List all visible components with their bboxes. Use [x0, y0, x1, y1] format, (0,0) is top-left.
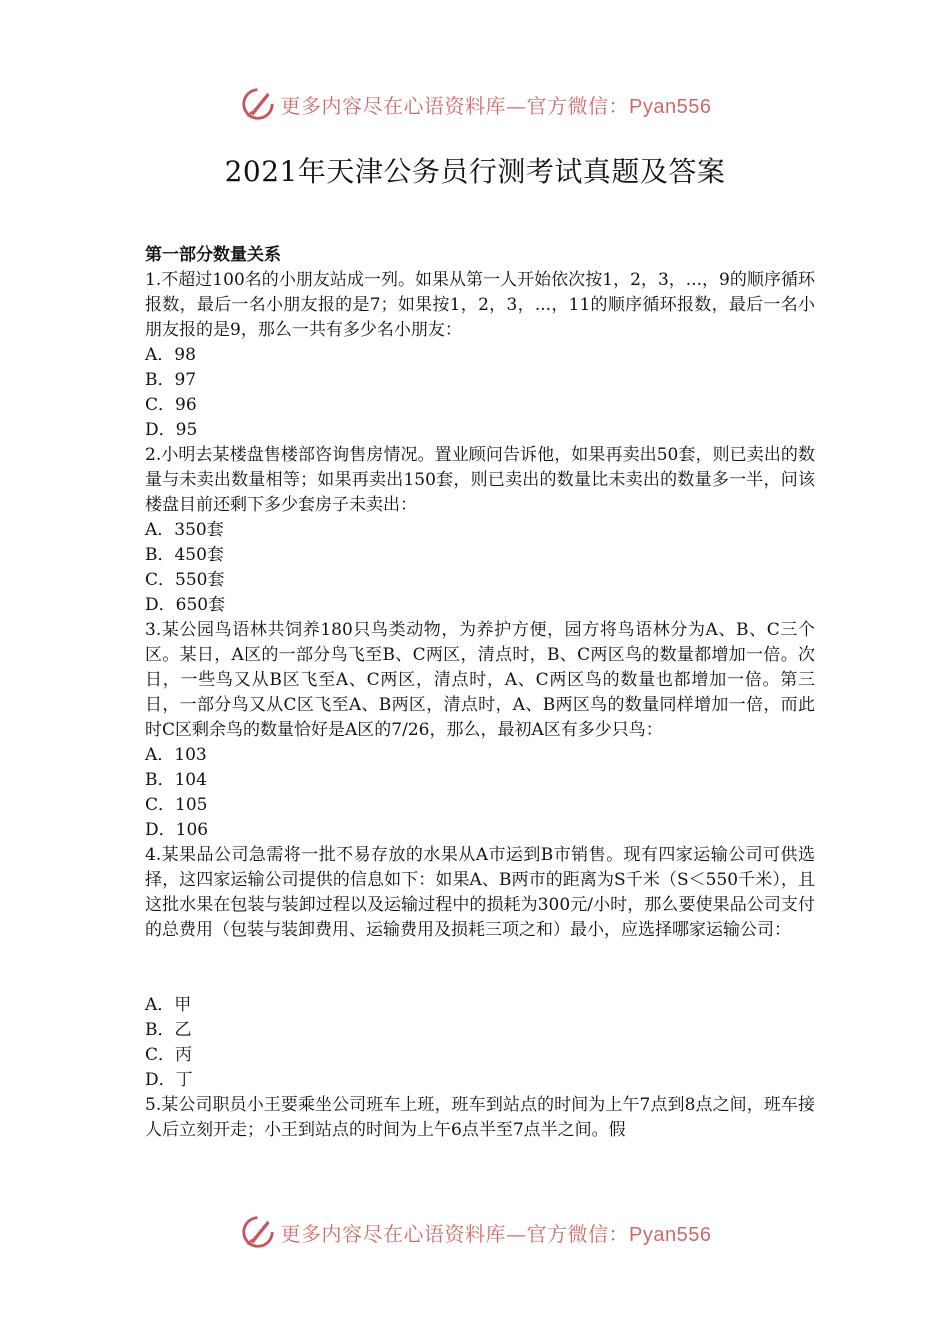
- pen-swirl-logo-icon: [239, 1213, 277, 1251]
- option-b: B．乙: [145, 1020, 192, 1040]
- option-b: B．104: [145, 770, 207, 790]
- watermark-site-name: 更多内容尽在心语资料库: [280, 93, 507, 118]
- footer-watermark-banner: [0, 1212, 950, 1252]
- question-1: [145, 268, 815, 443]
- document-body: [145, 243, 815, 1143]
- option-a: A．甲: [145, 995, 192, 1015]
- option-d: D．650套: [145, 595, 226, 615]
- option-a: A．98: [145, 345, 196, 365]
- option-d: D．丁: [145, 1070, 193, 1090]
- question-text: 1.不超过100名的小朋友站成一列。如果从第一人开始依次按1，2，3，...，9的顺序循环报数，最后一名小朋友报的是7；如果按1，2，3，...，11的顺序循环报数，最后一名小朋友报的是9，那么一共有多少名小朋友：: [145, 270, 815, 340]
- option-c: C．550套: [145, 570, 225, 590]
- option-c: C．丙: [145, 1045, 193, 1065]
- pen-swirl-logo-icon: [239, 85, 277, 123]
- option-c: C．96: [145, 395, 197, 415]
- question-2: [145, 443, 815, 618]
- missing-table-area: [145, 943, 815, 993]
- question-text: 4.某果品公司急需将一批不易存放的水果从A市运到B市销售。现有四家运输公司可供选择，这四家运输公司提供的信息如下：如果A、B两市的距离为S千米（S＜550千米），且这批水果在包装与装卸过程以及运输过程中的损耗为300元/小时，那么要使果品公司支付的总费用（包装与装卸费用、运输费用及损耗三项之和）最小，应选择哪家运输公司：: [145, 845, 815, 940]
- question-text: 5.某公司职员小王要乘坐公司班车上班，班车到站点的时间为上午7点到8点之间，班车接人后立刻开走；小王到站点的时间为上午6点半至7点半之间。假: [145, 1095, 815, 1140]
- document-title: 2021年天津公务员行测考试真题及答案: [224, 155, 726, 188]
- watermark-wechat: 官方微信：Pyan556: [526, 1223, 712, 1246]
- section-title: 第一部分数量关系: [145, 245, 281, 265]
- question-5: [145, 1093, 815, 1143]
- option-d: D．95: [145, 420, 198, 440]
- option-a: A．350套: [145, 520, 224, 540]
- watermark-site-name: 更多内容尽在心语资料库: [280, 1221, 507, 1246]
- watermark-wechat: 官方微信：Pyan556: [526, 95, 712, 118]
- option-b: B．97: [145, 370, 197, 390]
- watermark-dash: —: [506, 1221, 527, 1246]
- question-3: [145, 618, 815, 843]
- question-text: 2.小明去某楼盘售楼部咨询售房情况。置业顾问告诉他，如果再卖出50套，则已卖出的数量与未卖出数量相等；如果再卖出150套，则已卖出的数量比未卖出的数量多一半，问该楼盘目前还剩下多少套房子未卖出：: [145, 445, 815, 515]
- option-c: C．105: [145, 795, 208, 815]
- question-4: [145, 843, 815, 1093]
- header-watermark-banner: [0, 84, 950, 124]
- watermark-dash: —: [506, 93, 527, 118]
- watermark-text: [281, 1218, 712, 1247]
- question-text: 3.某公园鸟语林共饲养180只鸟类动物，为养护方便，园方将鸟语林分为A、B、C三个区。某日，A区的一部分鸟飞至B、C两区，清点时，B、C两区鸟的数量都增加一倍。次日，一些鸟又从B区飞至A、C两区，清点时，A、C两区鸟的数量也都增加一倍。第三日，一部分鸟又从C区飞至A、B两区，清点时，A、B两区鸟的数量同样增加一倍，而此时C区剩余鸟的数量恰好是A区的7/26，那么，最初A区有多少只鸟：: [145, 620, 815, 740]
- watermark-text: [281, 90, 712, 119]
- option-a: A．103: [145, 745, 207, 765]
- option-b: B．450套: [145, 545, 224, 565]
- option-d: D．106: [145, 820, 209, 840]
